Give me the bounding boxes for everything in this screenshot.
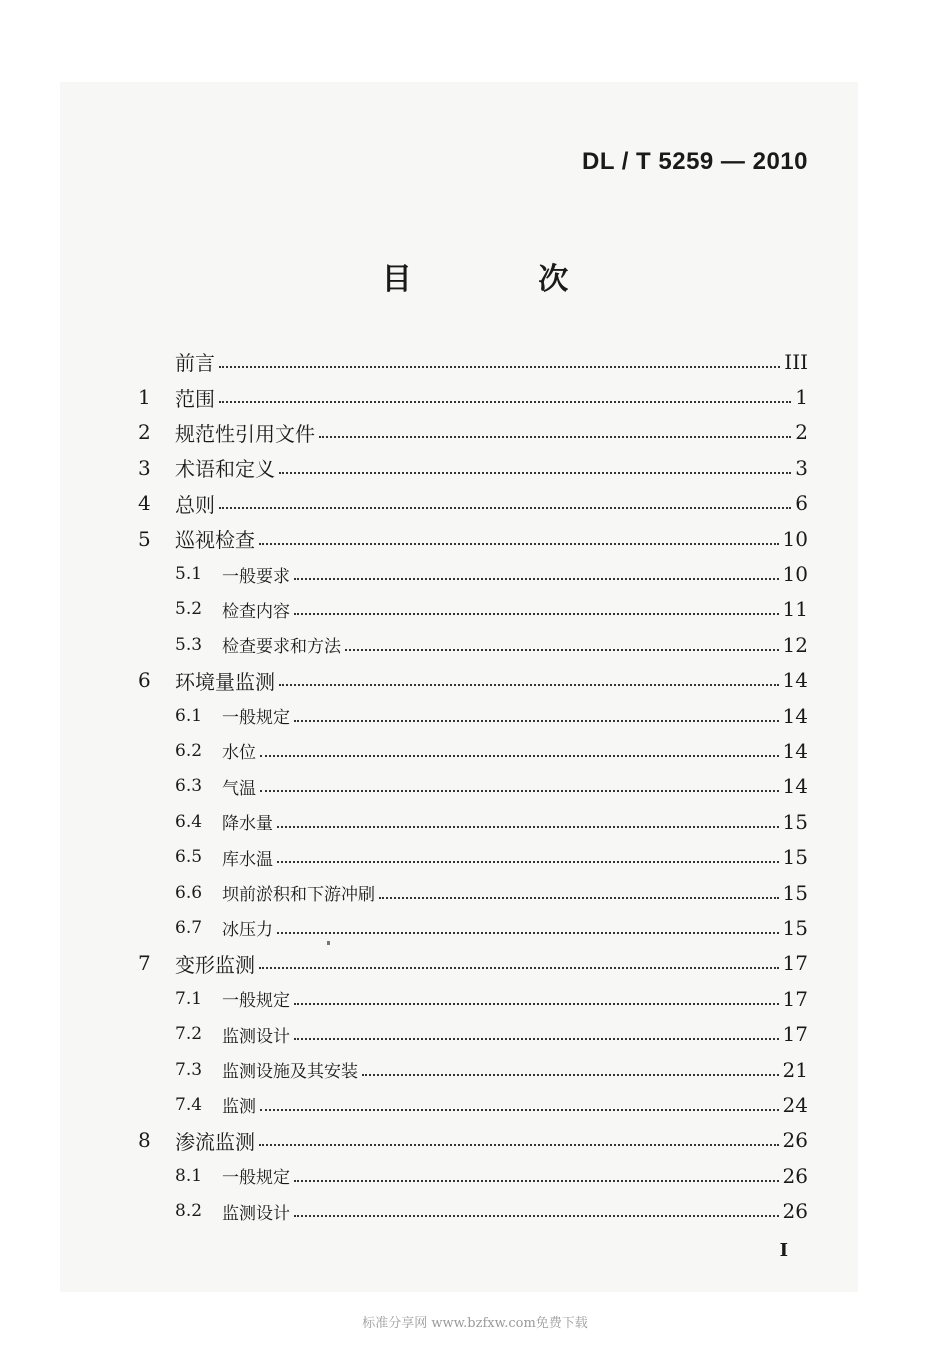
toc-entry[interactable] [138,1123,808,1158]
toc-entry-label: 库水温 [222,849,273,870]
toc-entry-label: 术语和定义 [175,457,275,482]
toc-entry-number: 6.2 [175,740,203,761]
toc-entry[interactable] [138,1193,808,1228]
toc-entry[interactable] [138,592,808,627]
toc-entry[interactable] [138,379,808,414]
toc-entry[interactable] [138,698,808,733]
toc-entry-number: 7.3 [175,1059,203,1080]
toc-entry[interactable] [138,556,808,591]
toc-entry-label: 总则 [175,492,215,517]
toc-entry[interactable] [138,1087,808,1122]
toc-entry-label: 监测设施及其安装 [222,1062,358,1082]
toc-entry-label: 水位 [222,743,256,764]
toc-entry-label: 一般规定 [222,708,290,729]
toc-entry[interactable] [138,1158,808,1193]
toc-entry-page: 14 [782,738,808,763]
toc-entry-label: 监测设计 [222,1026,290,1047]
toc-entry[interactable] [138,344,808,379]
toc-entry-page: 3 [795,455,808,480]
toc-entry-page: 2 [795,420,808,445]
toc-entry-number: 6.6 [175,882,203,903]
toc-entry-page: 15 [782,880,808,905]
toc-entry-label: 巡视检查 [175,528,255,553]
toc-entry[interactable] [138,910,808,945]
toc-entry-number: 7.1 [175,988,203,1009]
page-title: 目 次 [381,262,627,297]
toc-entry-page: 26 [782,1128,808,1153]
toc-entry-number: 5.2 [175,599,203,620]
toc-entry-number: 1 [138,385,151,410]
toc-entry-page: 12 [782,632,808,657]
dot-leader [260,1109,779,1111]
toc-entry[interactable] [138,627,808,662]
toc-entry-page: 15 [782,809,808,834]
toc-entry-label: 规范性引用文件 [175,421,315,446]
toc-entry-label: 监测设计 [222,1203,290,1224]
toc-entry-label: 一般要求 [222,566,290,587]
toc-entry-label: 范围 [175,386,215,411]
toc-entry-number: 3 [138,455,151,480]
watermark-text: 标准分享网 www.bzfxw.com免费下载 [362,1316,588,1331]
toc-entry[interactable] [138,663,808,698]
dot-leader [294,578,779,580]
toc-entry-number: 8.1 [175,1165,203,1186]
toc-entry-page: 26 [782,1199,808,1224]
toc-entry-page: III [784,349,808,374]
toc-entry-page: 26 [782,1163,808,1188]
toc-entry-number: 5.1 [175,564,203,585]
toc-entry-label: 渗流监测 [175,1129,255,1154]
standard-code: DL / T 5259 — 2010 [581,148,808,175]
toc-entry[interactable] [138,981,808,1016]
toc-entry-number: 7.4 [175,1094,203,1115]
scan-speck [327,941,330,945]
toc-entry-page: 17 [782,951,808,976]
toc-entry-number: 4 [138,491,151,516]
dot-leader [294,1038,779,1040]
toc-entry-page: 15 [782,915,808,940]
dot-leader [219,401,791,403]
toc-entry-label: 降水量 [222,814,273,835]
dot-leader [279,472,791,474]
dot-leader [294,1180,779,1182]
toc-entry-number: 6.3 [175,776,203,797]
toc-entry-number: 7 [138,951,151,976]
toc-entry[interactable] [138,486,808,521]
dot-leader [277,932,779,934]
toc-entry-page: 14 [782,668,808,693]
dot-leader [279,684,779,686]
toc-entry[interactable] [138,521,808,556]
dot-leader [345,649,779,651]
toc-entry[interactable] [138,733,808,768]
toc-entry[interactable] [138,946,808,981]
toc-entry-number: 6.4 [175,811,203,832]
toc-entry-label: 变形监测 [175,952,255,977]
dot-leader [277,826,779,828]
dot-leader [294,720,779,722]
toc-entry-label: 坝前淤积和下游冲刷 [222,885,375,906]
toc-entry-number: 5.3 [175,634,203,655]
toc-entry[interactable] [138,450,808,485]
toc-entry-label: 检查要求和方法 [222,637,341,658]
toc-entry-page: 10 [782,562,808,587]
dot-leader [259,543,779,545]
toc-entry[interactable] [138,875,808,910]
dot-leader [277,861,779,863]
toc-entry[interactable] [138,769,808,804]
toc-entry-page: 1 [795,385,808,410]
toc-entry-number: 5 [138,526,151,551]
dot-leader [260,755,779,757]
toc-entry-label: 一般规定 [222,1168,290,1189]
toc-entry-page: 14 [782,703,808,728]
toc-entry-label: 监测 [222,1097,256,1118]
toc-entry-label: 冰压力 [222,920,273,941]
toc-entry-number: 7.2 [175,1024,203,1045]
toc-entry-page: 6 [795,491,808,516]
toc-entry-page: 21 [782,1057,808,1082]
toc-entry-page: 24 [782,1092,808,1117]
dot-leader [294,1215,779,1217]
toc-entry-number: 6 [138,668,151,693]
page-number: I [779,1240,788,1261]
toc-entry-page: 17 [782,986,808,1011]
toc-entry-page: 14 [782,774,808,799]
dot-leader [259,1144,779,1146]
toc-entry-number: 2 [138,420,151,445]
toc-entry-number: 6.1 [175,705,203,726]
toc-entry-number: 6.5 [175,847,203,868]
toc-entry-page: 15 [782,845,808,870]
dot-leader [219,366,780,368]
toc-entry-page: 11 [782,597,808,622]
dot-leader [294,1003,779,1005]
dot-leader [362,1074,779,1076]
toc-entry-label: 气温 [222,778,256,799]
dot-leader [259,967,779,969]
toc-entry[interactable] [138,804,808,839]
dot-leader [379,897,779,899]
dot-leader [319,436,791,438]
toc-entry-label: 前言 [175,351,215,376]
toc-entry[interactable] [138,839,808,874]
toc-entry[interactable] [138,415,808,450]
toc-entry-page: 17 [782,1022,808,1047]
toc-entry-number: 8.2 [175,1201,203,1222]
toc-entry[interactable] [138,1052,808,1087]
dot-leader [219,507,791,509]
toc-entry-number: 6.7 [175,917,203,938]
toc-entry-label: 一般规定 [222,991,290,1012]
table-of-contents [138,344,808,1229]
toc-entry-label: 检查内容 [222,601,290,622]
dot-leader [294,613,779,615]
toc-entry-label: 环境量监测 [175,669,275,694]
toc-entry-number: 8 [138,1128,151,1153]
toc-entry-page: 10 [782,526,808,551]
toc-entry[interactable] [138,1016,808,1051]
dot-leader [260,790,779,792]
